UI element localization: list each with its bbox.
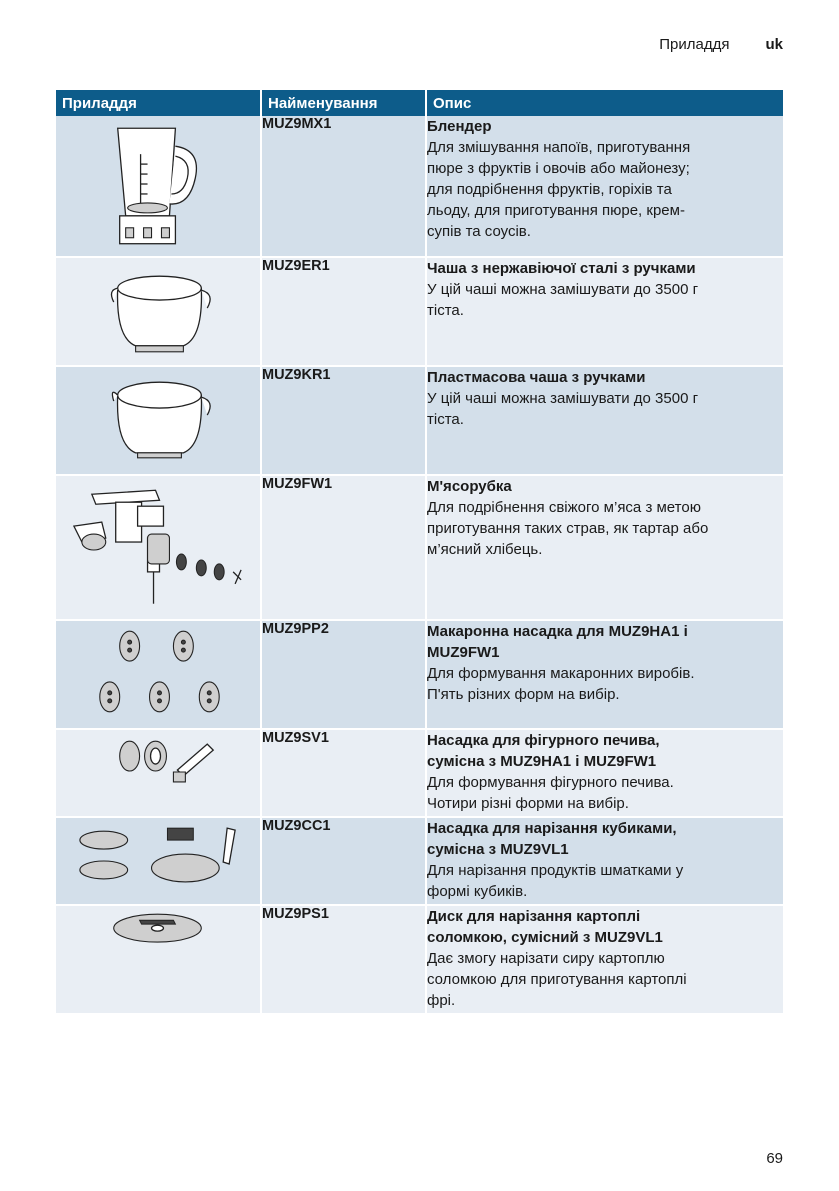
model-code: MUZ9FW1 bbox=[261, 475, 426, 620]
table-header-row bbox=[56, 90, 783, 116]
description-text: У цій чаші можна замішувати до 3500 г тіста. bbox=[427, 390, 699, 428]
page-header bbox=[659, 36, 783, 53]
blender-image bbox=[56, 116, 260, 256]
accessory-image-cell bbox=[56, 366, 261, 475]
plastic-bowl-image bbox=[56, 367, 260, 474]
model-code: MUZ9PP2 bbox=[261, 620, 426, 729]
model-code: MUZ9CC1 bbox=[261, 817, 426, 905]
description-cell bbox=[426, 817, 783, 905]
accessory-image-cell bbox=[56, 905, 261, 1014]
model-code: MUZ9KR1 bbox=[261, 366, 426, 475]
column-header-accessory: Приладдя bbox=[56, 90, 261, 116]
cookie-attachment-image bbox=[56, 730, 260, 816]
description-text: Дає змогу нарізати сиру картоплю соломкою для приготування картоплі фрі. bbox=[427, 950, 687, 1009]
description-cell bbox=[426, 905, 783, 1014]
table-row bbox=[56, 905, 783, 1014]
table-row bbox=[56, 475, 783, 620]
accessory-image-cell bbox=[56, 817, 261, 905]
description-title: Макаронна насадка для MUZ9HA1 і MUZ9FW1 bbox=[427, 623, 688, 661]
table-row bbox=[56, 257, 783, 366]
description-cell bbox=[426, 366, 783, 475]
description-text: Для формування фігурного печива. Чотири різні форми на вибір. bbox=[427, 774, 674, 812]
description-text: Для подрібнення свіжого м’яса з метою приготування таких страв, як тартар або м’ясний хлібець. bbox=[427, 499, 709, 558]
description-text: У цій чаші можна замішувати до 3500 г тіста. bbox=[427, 281, 699, 319]
model-code: MUZ9MX1 bbox=[261, 116, 426, 257]
table-row bbox=[56, 366, 783, 475]
accessory-image-cell bbox=[56, 257, 261, 366]
description-title: Насадка для нарізання кубиками, сумісна з MUZ9VL1 bbox=[427, 820, 677, 858]
description-text: Для змішування напоїв, приготування пюре з фруктів і овочів або майонезу; для подрібнення фруктів, горіхів та льоду, для приготування пюре, крем- супів та соусів. bbox=[427, 139, 691, 240]
description-title: М'ясорубка bbox=[427, 478, 512, 495]
model-code: MUZ9SV1 bbox=[261, 729, 426, 817]
description-title: Чаша з нержавіючої сталі з ручками bbox=[427, 260, 696, 277]
accessory-image-cell bbox=[56, 475, 261, 620]
description-text: Для формування макаронних виробів. П'ять різних форм на вибір. bbox=[427, 665, 695, 703]
language-code: uk bbox=[765, 36, 783, 53]
fries-disc-image bbox=[56, 906, 260, 1013]
meat-mincer-image bbox=[56, 476, 260, 619]
description-cell bbox=[426, 475, 783, 620]
description-cell bbox=[426, 257, 783, 366]
table-row bbox=[56, 817, 783, 905]
page-number: 69 bbox=[766, 1150, 783, 1167]
description-title: Пластмасова чаша з ручками bbox=[427, 369, 646, 386]
column-header-description: Опис bbox=[426, 90, 783, 116]
description-title: Диск для нарізання картоплі соломкою, сумісний з MUZ9VL1 bbox=[427, 908, 663, 946]
steel-bowl-image bbox=[56, 258, 260, 365]
accessory-image-cell bbox=[56, 620, 261, 729]
table-row bbox=[56, 116, 783, 257]
accessory-image-cell bbox=[56, 116, 261, 257]
section-title: Приладдя bbox=[659, 36, 730, 53]
description-cell bbox=[426, 729, 783, 817]
accessory-image-cell bbox=[56, 729, 261, 817]
model-code: MUZ9ER1 bbox=[261, 257, 426, 366]
description-title: Насадка для фігурного печива, сумісна з MUZ9HA1 і MUZ9FW1 bbox=[427, 732, 660, 770]
pasta-discs-image bbox=[56, 621, 260, 728]
description-title: Блендер bbox=[427, 118, 492, 135]
accessories-table bbox=[56, 90, 783, 1015]
description-cell bbox=[426, 620, 783, 729]
dicing-attachment-image bbox=[56, 818, 260, 904]
table-row bbox=[56, 729, 783, 817]
column-header-name: Найменування bbox=[261, 90, 426, 116]
description-text: Для нарізання продуктів шматками у формі кубиків. bbox=[427, 862, 684, 900]
table-row bbox=[56, 620, 783, 729]
model-code: MUZ9PS1 bbox=[261, 905, 426, 1014]
description-cell bbox=[426, 116, 783, 257]
